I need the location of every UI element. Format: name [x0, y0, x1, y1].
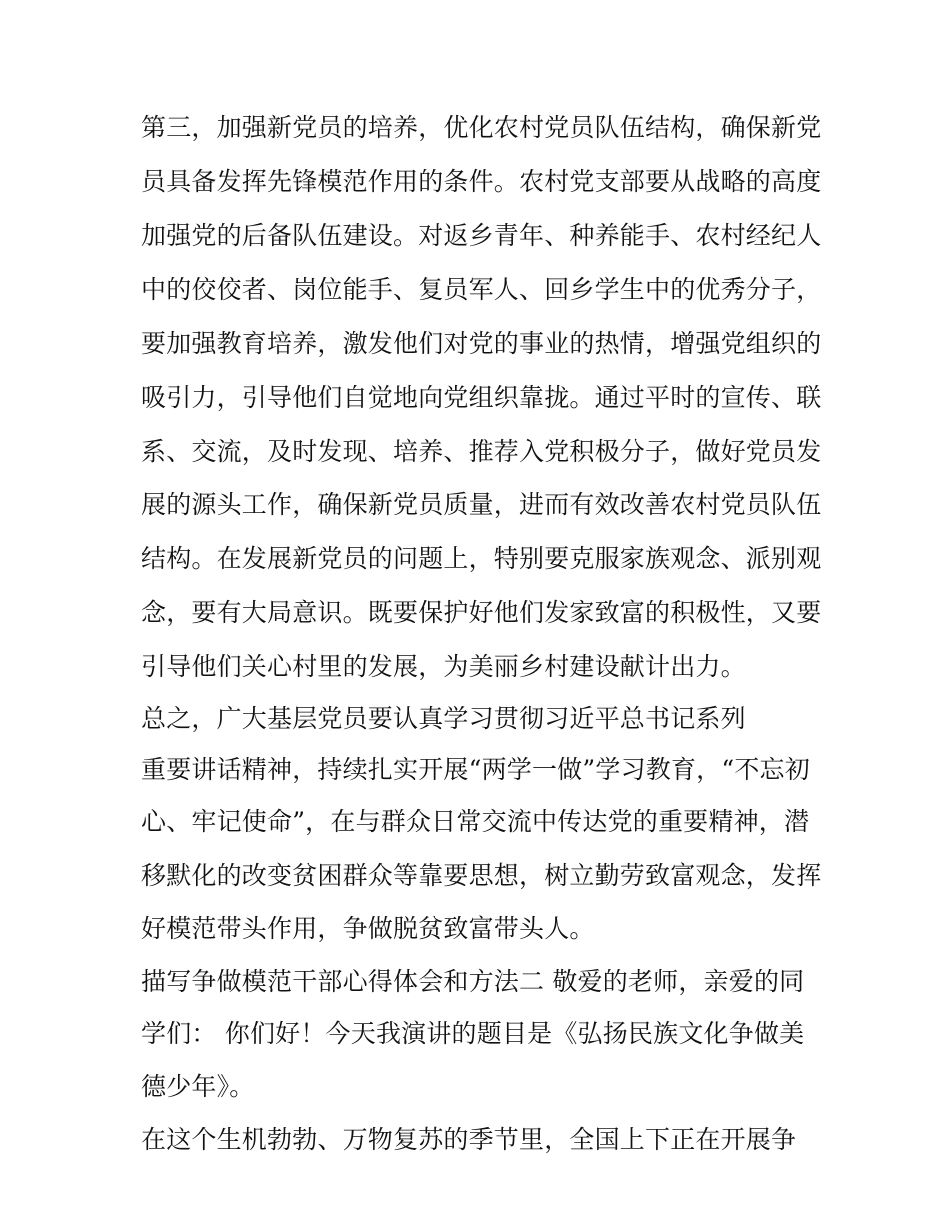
- text-line: 德少年》。: [141, 1072, 255, 1101]
- text-line: 心、牢记使命”，在与群众日常交流中传达党的重要精神，潜: [141, 807, 810, 836]
- text-line: 结构。在发展新党员的问题上，特别要克服家族观念、派别观: [141, 544, 822, 573]
- text-line: 念，要有大局意识。既要保护好他们发家致富的积极性，又要: [141, 598, 822, 627]
- text-line: 吸引力，引导他们自觉地向党组织靠拢。通过平时的宣传、联: [141, 383, 822, 412]
- text-line: 展的源头工作，确保新党员质量，进而有效改善农村党员队伍: [141, 490, 822, 519]
- text-line: 系、交流，及时发现、培养、推荐入党积极分子，做好党员发: [141, 437, 822, 466]
- text-line: 加强党的后备队伍建设。对返乡青年、种养能手、农村经纪人: [141, 221, 822, 250]
- text-line: 总之，广大基层党员要认真学习贯彻习近平总书记系列: [141, 704, 746, 733]
- text-line: 重要讲话精神，持续扎实开展“两学一做”学习教育，“不忘初: [141, 755, 810, 784]
- text-line: 在这个生机勃勃、万物复苏的季节里，全国上下正在开展争: [141, 1125, 797, 1154]
- text-line: 移默化的改变贫困群众等靠要思想，树立勤劳致富观念，发挥: [141, 861, 822, 890]
- text-line: 第三，加强新党员的培养，优化农村党员队伍结构，确保新党: [141, 113, 822, 142]
- text-line: 描写争做模范干部心得体会和方法二 敬爱的老师，亲爱的同: [141, 967, 805, 996]
- text-line: 要加强教育培养，激发他们对党的事业的热情，增强党组织的: [141, 329, 822, 358]
- text-line: 中的佼佼者、岗位能手、复员军人、回乡学生中的优秀分子，: [141, 275, 822, 304]
- text-line: 学们： 你们好！今天我演讲的题目是《弘扬民族文化争做美: [141, 1019, 805, 1048]
- text-line: 好模范带头作用，争做脱贫致富带头人。: [141, 914, 595, 943]
- text-line: 引导他们关心村里的发展，为美丽乡村建设献计出力。: [141, 652, 746, 681]
- text-line: 员具备发挥先锋模范作用的条件。农村党支部要从战略的高度: [141, 167, 822, 196]
